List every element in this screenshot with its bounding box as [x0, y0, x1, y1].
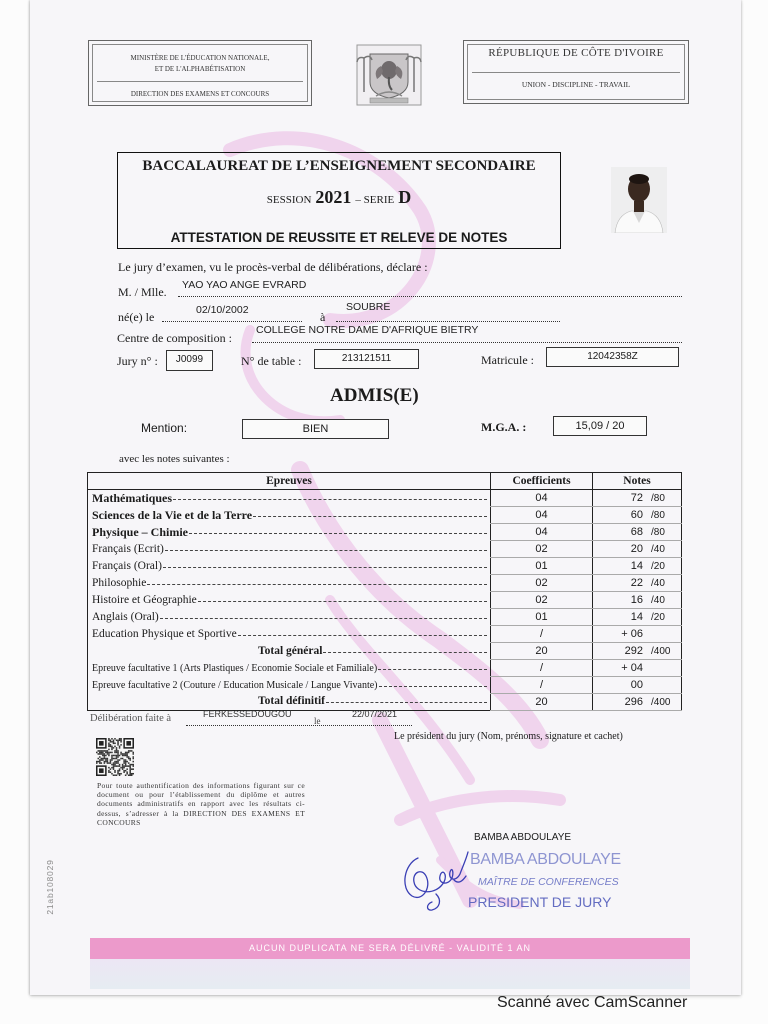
mention-value: BIEN	[242, 419, 389, 439]
grade-row	[88, 541, 682, 558]
qr-code	[96, 738, 134, 776]
grade-row	[88, 507, 682, 524]
birth-place-label: à	[320, 310, 326, 324]
deliberation-label: Délibération faite à	[90, 713, 172, 724]
deliberation-date: 22/07/2021	[352, 709, 398, 719]
grade-row	[88, 660, 682, 677]
grade-row	[88, 558, 682, 575]
note-value: 20	[630, 542, 643, 555]
footer-band	[90, 959, 690, 989]
leader-dashes	[323, 652, 487, 653]
header-coefficients: Coefficients	[491, 473, 593, 490]
total-row	[88, 694, 682, 711]
leader-dashes	[173, 499, 487, 500]
note-max: /80	[651, 492, 665, 504]
birth-date-label: né(e) le	[118, 310, 155, 324]
note-value: 22	[630, 576, 643, 589]
grade-row	[88, 490, 682, 507]
note-value: + 04	[621, 661, 643, 674]
subject-label: Mathématiques	[92, 490, 172, 505]
stamp-title: MAÎTRE DE CONFERENCES	[478, 876, 619, 888]
jury-label: Jury n° :	[117, 354, 158, 368]
birth-place: SOUBRE	[346, 301, 391, 313]
mga-label: M.G.A. :	[481, 420, 527, 434]
decision: ADMIS(E)	[330, 385, 419, 406]
grade-row	[88, 575, 682, 592]
leader-dashes	[379, 686, 487, 687]
leader-dashes	[163, 567, 487, 568]
leader-dashes	[198, 601, 487, 602]
subject-label: Epreuve facultative 1 (Arts Plastiques / Economie Sociale et Familiale)	[92, 662, 378, 674]
coefficient-total: 20	[491, 643, 593, 660]
jury-declaration: Le jury d’examen, vu le procès-verbal de délibérations, déclare :	[118, 260, 428, 274]
ministry-box	[88, 40, 312, 106]
subject-label: Sciences de la Vie et de la Terre	[92, 507, 253, 522]
note-value: 14	[630, 559, 643, 572]
document-title: ATTESTATION DE REUSSITE ET RELEVE DE NOTES	[170, 230, 508, 245]
subject-label: Histoire et Géographie	[92, 593, 197, 606]
note-value: 60	[630, 508, 643, 521]
subject-label: Français (Oral)	[92, 559, 162, 572]
signature	[396, 838, 478, 912]
note-max: /40	[651, 577, 665, 589]
title-box	[117, 152, 561, 249]
grade-row	[88, 592, 682, 609]
mention-label: Mention:	[141, 421, 188, 435]
subject-label: Philosophie	[92, 576, 147, 589]
header-notes: Notes	[593, 473, 682, 490]
subject-label: Physique – Chimie	[92, 524, 189, 539]
total-general-label: Total général	[258, 644, 323, 657]
note-value: 14	[630, 610, 643, 623]
note-max: /400	[651, 696, 671, 708]
note-max: /20	[651, 560, 665, 572]
divider	[97, 81, 303, 82]
serie-value: D	[398, 187, 412, 207]
leader-dashes	[378, 669, 487, 670]
mga-value: 15,09 / 20	[553, 416, 647, 436]
notes-intro: avec les notes suivantes :	[119, 453, 230, 465]
coefficient: /	[491, 626, 593, 643]
leader-dashes	[165, 550, 487, 551]
ministry-direction: DIRECTION DES EXAMENS ET CONCOURS	[130, 90, 270, 98]
exam-title: BACCALAUREAT DE L’ENSEIGNEMENT SECONDAIRE	[142, 158, 536, 174]
leader-dashes	[326, 702, 487, 703]
total-final-value: 296	[624, 695, 643, 708]
grade-row	[88, 626, 682, 643]
coefficient: 02	[491, 575, 593, 592]
subject-label: Education Physique et Sportive	[92, 627, 237, 640]
matricule-label: Matricule :	[481, 353, 534, 367]
leader-dashes	[160, 618, 487, 619]
birth-date: 02/10/2002	[196, 304, 249, 316]
note-value: + 06	[621, 627, 643, 640]
note-max: /80	[651, 509, 665, 521]
session-line	[118, 186, 560, 211]
header-subjects: Epreuves	[88, 473, 491, 490]
matricule: 12042358Z	[546, 347, 679, 367]
coefficient: /	[491, 660, 593, 677]
deliberation-dotted-line	[186, 725, 412, 726]
serial-code: 21ab108029	[45, 859, 55, 915]
note-value: 72	[630, 491, 643, 504]
grade-row	[88, 609, 682, 626]
name-label: M. / Mlle.	[118, 285, 167, 299]
table-number: 213121511	[314, 349, 419, 369]
grade-row	[88, 524, 682, 541]
coefficient: 04	[491, 490, 593, 507]
centre-label: Centre de composition :	[117, 331, 232, 345]
note-max: /80	[651, 526, 665, 538]
ministry-name-line2: ET DE L'ALPHABÉTISATION	[154, 65, 246, 73]
republic-name: RÉPUBLIQUE DE CÔTE D'IVOIRE	[488, 47, 664, 59]
coefficient: 01	[491, 558, 593, 575]
note-max: /20	[651, 611, 665, 623]
republic-box	[463, 40, 689, 104]
deliberation-date-label: le	[314, 716, 321, 726]
table-header-row	[88, 473, 682, 490]
subject-label: Epreuve facultative 2 (Couture / Education Musicale / Langue Vivante)	[92, 679, 378, 691]
note-max: /40	[651, 594, 665, 606]
subject-label: Français (Ecrit)	[92, 542, 164, 555]
total-general-value: 292	[624, 644, 643, 657]
grades-table	[87, 472, 682, 711]
total-final-label: Total définitif	[258, 695, 325, 708]
coefficient-total: 20	[491, 694, 593, 711]
authentication-note: Pour toute authentification des informations figurant sur ce document ou pour l’établissement du diplôme et autres documents administratifs en rapport avec les résultats ci-dessus, s’adresser à la DIRECTION DES EXAMENS ET CONCOURS	[97, 781, 305, 827]
leader-dashes	[147, 584, 487, 585]
note-max: /400	[651, 645, 671, 657]
session-year: 2021	[315, 187, 352, 207]
coefficient: 04	[491, 524, 593, 541]
stamp-role: PRESIDENT DE JURY	[468, 894, 612, 910]
coefficient: 02	[491, 541, 593, 558]
coefficient: 01	[491, 609, 593, 626]
subject-label: Anglais (Oral)	[92, 610, 159, 623]
coefficient: 02	[491, 592, 593, 609]
coefficient: 04	[491, 507, 593, 524]
scanner-caption: Scanné avec CamScanner	[497, 994, 688, 1011]
note-value: 00	[630, 678, 643, 691]
leader-dashes	[238, 635, 487, 636]
leader-dashes	[189, 533, 487, 534]
national-motto: UNION - DISCIPLINE - TRAVAIL	[521, 80, 631, 89]
divider	[472, 72, 680, 73]
ministry-name: MINISTÈRE DE L'ÉDUCATION NATIONALE,	[130, 54, 270, 62]
jury-number: J0099	[166, 350, 213, 371]
birth-date-dotted-line	[162, 321, 302, 322]
coat-of-arms-emblem	[356, 44, 422, 106]
note-value: 16	[630, 593, 643, 606]
candidate-photo	[611, 167, 667, 233]
note-max: /40	[651, 543, 665, 555]
deliberation-place: FERKESSEDOUGOU	[203, 709, 292, 719]
president-name: BAMBA ABDOULAYE	[474, 832, 572, 843]
note-value: 68	[630, 525, 643, 538]
table-number-label: N° de table :	[241, 354, 302, 368]
leader-dashes	[253, 516, 487, 517]
centre-dotted-line	[252, 342, 682, 343]
president-signature-label: Le président du jury (Nom, prénoms, signature et cachet)	[394, 731, 623, 742]
coefficient: /	[491, 677, 593, 694]
no-duplicate-notice: AUCUN DUPLICATA NE SERA DÉLIVRÉ - VALIDITÉ 1 AN	[90, 938, 690, 959]
session-label: SESSION	[266, 194, 312, 206]
birth-place-dotted-line	[336, 321, 560, 322]
candidate-name: YAO YAO ANGE EVRARD	[182, 279, 307, 291]
total-row	[88, 643, 682, 660]
grade-row	[88, 677, 682, 694]
exam-centre: COLLEGE NOTRE DAME D'AFRIQUE BIETRY	[256, 324, 479, 336]
serie-label: – SERIE	[355, 194, 395, 206]
name-dotted-line	[178, 296, 682, 297]
stamp-name: BAMBA ABDOULAYE	[470, 851, 621, 868]
